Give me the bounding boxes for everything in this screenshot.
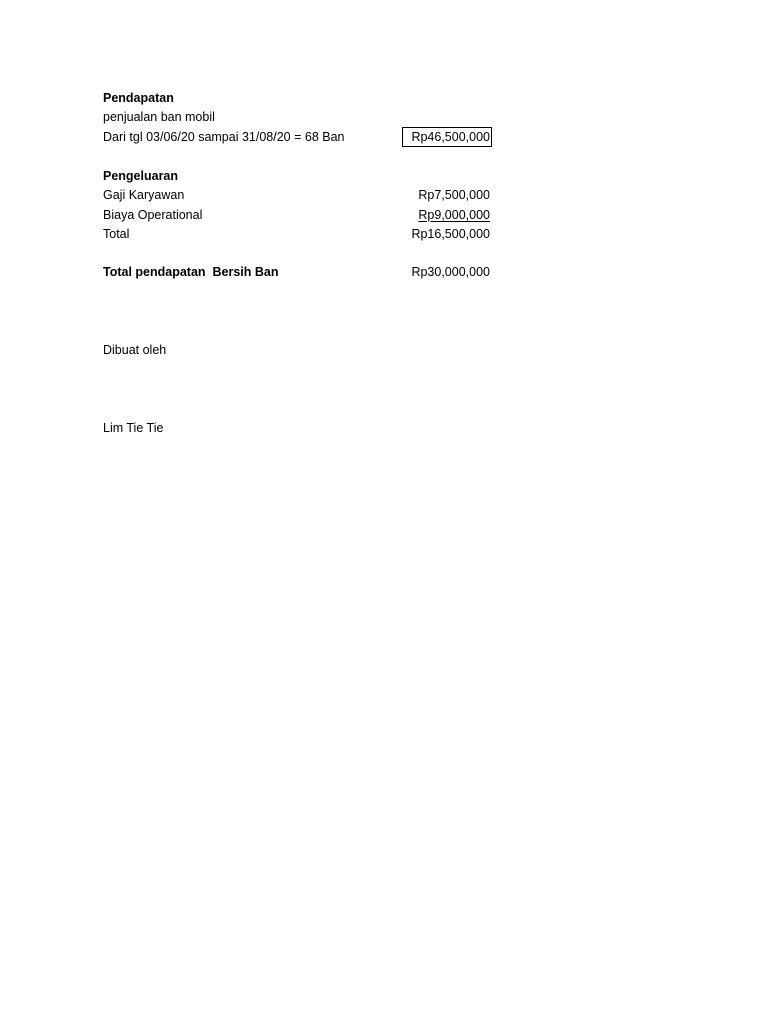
expenses-total-amount: Rp16,500,000 (411, 227, 490, 241)
income-period-row (103, 127, 492, 147)
income-heading-row (103, 88, 492, 108)
expense-label: Biaya Operational (103, 208, 203, 222)
prepared-by-row (103, 340, 492, 360)
net-income-row (103, 262, 492, 282)
expenses-heading: Pengeluaran (103, 169, 179, 183)
expenses-heading-row (103, 166, 492, 186)
prepared-by-label: Dibuat oleh (103, 343, 167, 357)
income-item-name: penjualan ban mobil (103, 110, 215, 124)
income-amount: Rp46,500,000 (402, 127, 492, 147)
income-period-label: Dari tgl 03/06/20 sampai 31/08/20 = 68 Ban (103, 130, 345, 144)
net-income-label: Total pendapatan Bersih Ban (103, 265, 279, 279)
expense-row-operational (103, 205, 492, 225)
income-heading: Pendapatan (103, 91, 174, 105)
expenses-total-label: Total (103, 227, 130, 241)
expense-label: Gaji Karyawan (103, 188, 185, 202)
expense-amount: Rp7,500,000 (418, 188, 490, 202)
signer-row (103, 418, 492, 438)
signer-name: Lim Tie Tie (103, 421, 164, 435)
expenses-total-row (103, 224, 492, 244)
net-income-amount: Rp30,000,000 (411, 265, 490, 279)
income-item-row (103, 107, 492, 127)
expense-row-salary (103, 185, 492, 205)
expense-amount: Rp9,000,000 (418, 208, 490, 222)
